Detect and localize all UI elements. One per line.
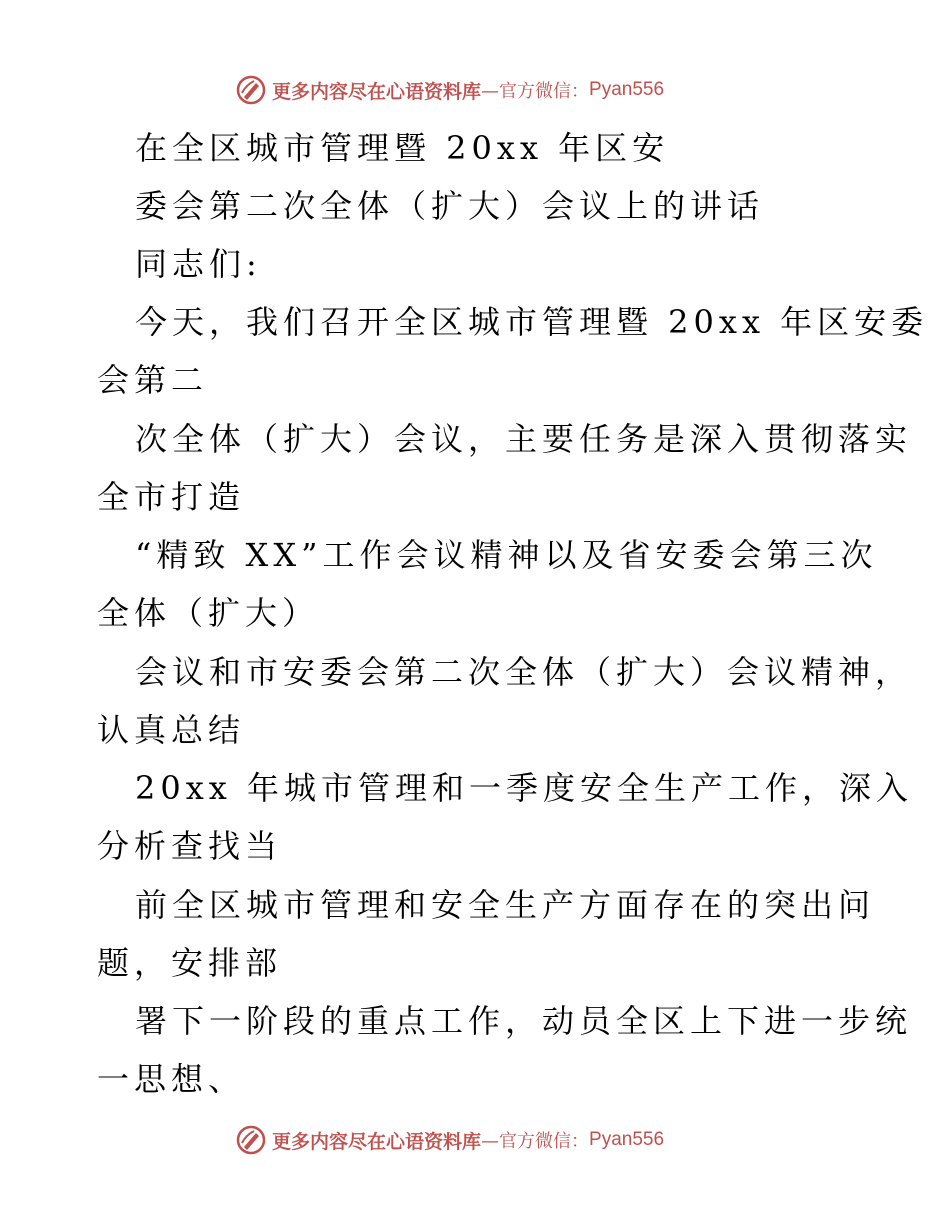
header-watermark (236, 73, 664, 107)
text-line: 署下一阶段的重点工作，动员全区上下进一步统 (135, 1002, 913, 1040)
text-line: 委会第二次全体（扩大）会议上的讲话 (135, 187, 765, 225)
watermark-separator: —官方微信： (481, 1131, 590, 1152)
pen-logo-icon (236, 1125, 266, 1155)
pen-logo-icon (236, 75, 266, 105)
text-line: 分析查找当 (97, 827, 283, 865)
text-line: 在全区城市管理暨 20xx 年区安 (135, 129, 670, 167)
text-line: “精致 XX”工作会议精神以及省安委会第三次 (135, 536, 878, 574)
text-line: 全体（扩大） (97, 594, 320, 632)
watermark-text: 更多内容尽在心语资料库 (272, 1130, 482, 1153)
watermark-text: 更多内容尽在心语资料库 (272, 80, 482, 103)
text-line: 全市打造 (97, 478, 246, 516)
footer-watermark (236, 1123, 664, 1157)
watermark-wechat-id: Pyan556 (589, 79, 665, 100)
text-line: 前全区城市管理和安全生产方面存在的突出问 (135, 886, 876, 924)
text-line: 题，安排部 (97, 944, 283, 982)
text-line: 一思想、 (97, 1060, 246, 1098)
text-line: 20xx 年城市管理和一季度安全生产工作，深入 (135, 769, 913, 807)
text-line: 会议和市安委会第二次全体（扩大）会议精神， (135, 653, 913, 691)
text-line: 同志们: (135, 245, 262, 283)
text-line: 今天，我们召开全区城市管理暨 20xx 年区安委 (135, 303, 929, 341)
text-line: 会第二 (97, 361, 209, 399)
watermark-separator: —官方微信： (481, 81, 590, 102)
text-line: 次全体（扩大）会议，主要任务是深入贯彻落实 (135, 420, 913, 458)
text-line: 认真总结 (97, 711, 246, 749)
watermark-wechat-id: Pyan556 (589, 1129, 665, 1150)
